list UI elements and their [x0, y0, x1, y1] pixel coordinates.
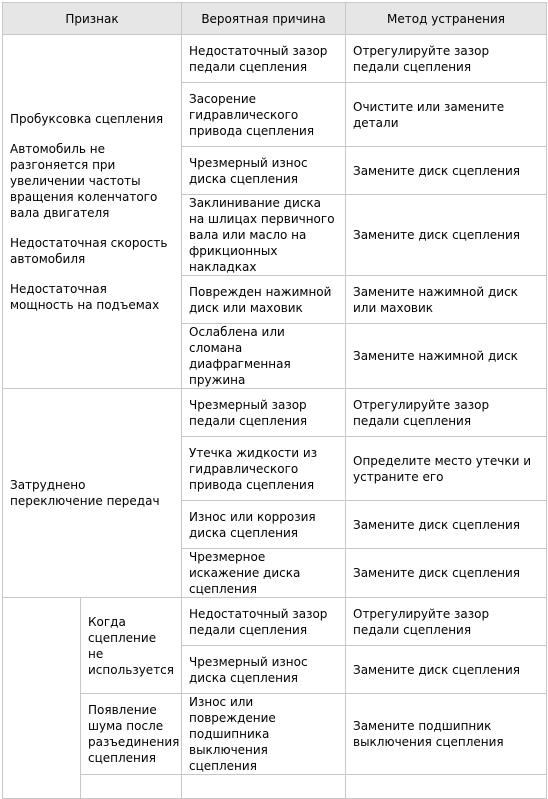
remedy-cell: Замените диск сцепления	[346, 646, 547, 694]
symptom-cell-slipping	[3, 35, 182, 389]
empty-cell	[182, 775, 346, 799]
cause-cell: Износ или повреждение подшипника выключения сцепления	[182, 694, 346, 775]
remedy-cell: Отрегулируйте зазор педали сцепления	[346, 35, 547, 83]
remedy-cell: Замените диск сцепления	[346, 195, 547, 276]
remedy-cell: Замените нажимной диск или маховик	[346, 276, 547, 324]
table-row	[3, 35, 547, 83]
table-row	[3, 389, 547, 437]
remedy-cell: Замените диск сцепления	[346, 549, 547, 598]
symptom-text: Недостаточная мощность на подъемах	[10, 281, 160, 312]
cause-cell: Недостаточный зазор педали сцепления	[182, 598, 346, 646]
remedy-cell: Определите место утечки и устраните его	[346, 437, 547, 501]
cause-cell: Засорение гидравлического привода сцепления	[182, 83, 346, 147]
header-symptom: Признак	[3, 3, 182, 35]
cause-cell: Чрезмерный зазор педали сцепления	[182, 389, 346, 437]
cause-cell: Поврежден нажимной диск или маховик	[182, 276, 346, 324]
cause-cell: Чрезмерный износ диска сцепления	[182, 646, 346, 694]
remedy-cell: Замените нажимной диск	[346, 324, 547, 389]
symptom-cell-noise	[3, 598, 81, 799]
empty-cell	[81, 775, 182, 799]
symptom-text: Пробуксовка сцепления	[10, 111, 164, 126]
condition-cell: Появление шума после разъединения сцепления	[81, 694, 182, 775]
empty-cell	[346, 775, 547, 799]
cause-cell: Чрезмерное искажение диска сцепления	[182, 549, 346, 598]
condition-cell: Когда сцепление не используется	[81, 598, 182, 694]
cause-cell: Утечка жидкости из гидравлического привода сцепления	[182, 437, 346, 501]
cause-cell: Износ или коррозия диска сцепления	[182, 501, 346, 549]
remedy-cell: Отрегулируйте зазор педали сцепления	[346, 389, 547, 437]
symptom-text: Затруднено переключение передач	[10, 478, 160, 508]
remedy-cell: Замените подшипник выключения сцепления	[346, 694, 547, 775]
header-row	[3, 3, 547, 35]
remedy-cell: Очистите или замените детали	[346, 83, 547, 147]
header-remedy: Метод устранения	[346, 3, 547, 35]
remedy-cell: Отрегулируйте зазор педали сцепления	[346, 598, 547, 646]
symptom-text: Автомобиль не разгоняется при увеличении частоты вращения коленчатого вала двигателя	[10, 141, 158, 220]
table-row	[3, 598, 547, 646]
remedy-cell: Замените диск сцепления	[346, 147, 547, 195]
cause-cell: Ослаблена или сломана диафрагменная пружина	[182, 324, 346, 389]
troubleshooting-table	[2, 2, 547, 799]
symptom-text: Недостаточная скорость автомобиля	[10, 235, 168, 266]
header-cause: Вероятная причина	[182, 3, 346, 35]
remedy-cell: Замените диск сцепления	[346, 501, 547, 549]
cause-cell: Чрезмерный износ диска сцепления	[182, 147, 346, 195]
cause-cell: Заклинивание диска на шлицах первичного вала или масло на фрикционных накладках	[182, 195, 346, 276]
table-row	[3, 775, 547, 799]
symptom-cell-shifting	[3, 389, 182, 598]
cause-cell: Недостаточный зазор педали сцепления	[182, 35, 346, 83]
table-row	[3, 694, 547, 775]
